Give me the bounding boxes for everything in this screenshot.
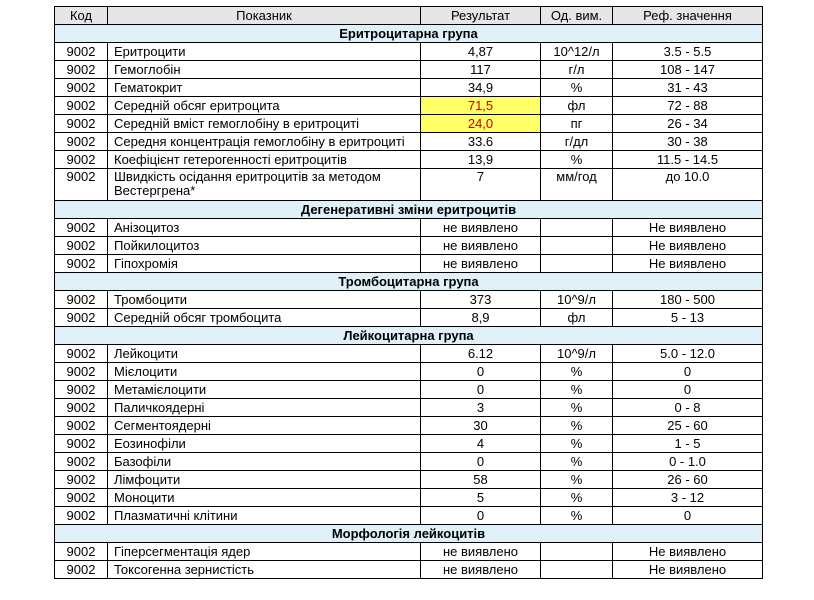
ref-cell: 26 - 60: [613, 471, 763, 489]
result-cell: 373: [421, 291, 541, 309]
code-cell: 9002: [55, 417, 108, 435]
table-row: [55, 417, 763, 435]
code-cell: 9002: [55, 133, 108, 151]
result-cell: 4: [421, 435, 541, 453]
section-title: Дегенеративні зміни еритроцитів: [55, 201, 763, 219]
code-cell: 9002: [55, 435, 108, 453]
section-title: Еритроцитарна група: [55, 25, 763, 43]
table-row: [55, 97, 763, 115]
header-indicator: Показник: [108, 7, 421, 25]
code-cell: 9002: [55, 97, 108, 115]
results-table: [54, 6, 763, 579]
result-cell: 34,9: [421, 79, 541, 97]
result-cell: 117: [421, 61, 541, 79]
table-row: [55, 561, 763, 579]
result-cell: 3: [421, 399, 541, 417]
table-row: [55, 291, 763, 309]
unit-cell: [541, 237, 613, 255]
indicator-cell: Плазматичні клітини: [108, 507, 421, 525]
header-result: Результат: [421, 7, 541, 25]
indicator-cell: Гіпохромія: [108, 255, 421, 273]
ref-cell: 26 - 34: [613, 115, 763, 133]
section-row: [55, 273, 763, 291]
indicator-cell: Базофіли: [108, 453, 421, 471]
ref-cell: 0 - 8: [613, 399, 763, 417]
unit-cell: [541, 255, 613, 273]
ref-cell: Не виявлено: [613, 543, 763, 561]
code-cell: 9002: [55, 79, 108, 97]
unit-cell: %: [541, 381, 613, 399]
unit-cell: пг: [541, 115, 613, 133]
indicator-cell: Гематокрит: [108, 79, 421, 97]
result-cell: 71,5: [421, 97, 541, 115]
code-cell: 9002: [55, 61, 108, 79]
result-cell: не виявлено: [421, 255, 541, 273]
ref-cell: 1 - 5: [613, 435, 763, 453]
result-cell: 0: [421, 363, 541, 381]
table-row: [55, 309, 763, 327]
ref-cell: 0 - 1.0: [613, 453, 763, 471]
unit-cell: %: [541, 435, 613, 453]
unit-cell: [541, 543, 613, 561]
result-cell: 8,9: [421, 309, 541, 327]
unit-cell: %: [541, 363, 613, 381]
table-row: [55, 363, 763, 381]
ref-cell: 11.5 - 14.5: [613, 151, 763, 169]
section-row: [55, 525, 763, 543]
indicator-cell: Лейкоцити: [108, 345, 421, 363]
code-cell: 9002: [55, 43, 108, 61]
section-row: [55, 25, 763, 43]
unit-cell: %: [541, 399, 613, 417]
ref-cell: до 10.0: [613, 169, 763, 201]
unit-cell: 10^9/л: [541, 291, 613, 309]
indicator-cell: Сегментоядерні: [108, 417, 421, 435]
table-row: [55, 507, 763, 525]
result-cell: 24,0: [421, 115, 541, 133]
table-row: [55, 151, 763, 169]
header-unit: Од. вим.: [541, 7, 613, 25]
lab-results-sheet: [54, 6, 762, 579]
result-cell: 6.12: [421, 345, 541, 363]
table-row: [55, 115, 763, 133]
code-cell: 9002: [55, 381, 108, 399]
indicator-cell: Пойкилоцитоз: [108, 237, 421, 255]
indicator-cell: Гемоглобін: [108, 61, 421, 79]
result-cell: не виявлено: [421, 219, 541, 237]
indicator-cell: Гіперсегментація ядер: [108, 543, 421, 561]
indicator-cell: Метамієлоцити: [108, 381, 421, 399]
result-cell: 33.6: [421, 133, 541, 151]
indicator-cell: Тромбоцити: [108, 291, 421, 309]
header-ref: Реф. значення: [613, 7, 763, 25]
unit-cell: [541, 219, 613, 237]
code-cell: 9002: [55, 543, 108, 561]
unit-cell: %: [541, 151, 613, 169]
indicator-cell: Лімфоцити: [108, 471, 421, 489]
unit-cell: %: [541, 507, 613, 525]
code-cell: 9002: [55, 345, 108, 363]
result-cell: 5: [421, 489, 541, 507]
result-cell: 4,87: [421, 43, 541, 61]
result-cell: 0: [421, 507, 541, 525]
code-cell: 9002: [55, 237, 108, 255]
section-title: Тромбоцитарна група: [55, 273, 763, 291]
unit-cell: фл: [541, 309, 613, 327]
section-row: [55, 201, 763, 219]
result-cell: не виявлено: [421, 561, 541, 579]
ref-cell: 25 - 60: [613, 417, 763, 435]
indicator-cell: Середній вміст гемоглобіну в еритроциті: [108, 115, 421, 133]
result-cell: 0: [421, 381, 541, 399]
unit-cell: фл: [541, 97, 613, 115]
unit-cell: %: [541, 471, 613, 489]
ref-cell: 0: [613, 381, 763, 399]
ref-cell: 0: [613, 507, 763, 525]
result-cell: не виявлено: [421, 237, 541, 255]
table-row: [55, 237, 763, 255]
code-cell: 9002: [55, 561, 108, 579]
code-cell: 9002: [55, 507, 108, 525]
indicator-cell: Середній обсяг тромбоцита: [108, 309, 421, 327]
table-row: [55, 61, 763, 79]
ref-cell: 3.5 - 5.5: [613, 43, 763, 61]
indicator-cell: Коефіцієнт гетерогенності еритроцитів: [108, 151, 421, 169]
indicator-cell: Середній обсяг еритроцита: [108, 97, 421, 115]
table-row: [55, 399, 763, 417]
unit-cell: [541, 561, 613, 579]
results-body: [55, 25, 763, 579]
ref-cell: Не виявлено: [613, 561, 763, 579]
table-row: [55, 345, 763, 363]
ref-cell: Не виявлено: [613, 219, 763, 237]
result-cell: 58: [421, 471, 541, 489]
indicator-cell: Токсогенна зернистість: [108, 561, 421, 579]
table-row: [55, 219, 763, 237]
unit-cell: %: [541, 453, 613, 471]
code-cell: 9002: [55, 309, 108, 327]
section-title: Лейкоцитарна група: [55, 327, 763, 345]
indicator-cell: Еритроцити: [108, 43, 421, 61]
table-row: [55, 79, 763, 97]
code-cell: 9002: [55, 471, 108, 489]
unit-cell: 10^12/л: [541, 43, 613, 61]
table-row: [55, 133, 763, 151]
table-row: [55, 471, 763, 489]
header-row: [55, 7, 763, 25]
indicator-cell: Мієлоцити: [108, 363, 421, 381]
table-row: [55, 381, 763, 399]
code-cell: 9002: [55, 151, 108, 169]
code-cell: 9002: [55, 115, 108, 133]
ref-cell: 5 - 13: [613, 309, 763, 327]
ref-cell: Не виявлено: [613, 255, 763, 273]
code-cell: 9002: [55, 219, 108, 237]
unit-cell: г/л: [541, 61, 613, 79]
ref-cell: 72 - 88: [613, 97, 763, 115]
table-row: [55, 255, 763, 273]
code-cell: 9002: [55, 169, 108, 201]
unit-cell: %: [541, 79, 613, 97]
unit-cell: мм/год: [541, 169, 613, 201]
ref-cell: 31 - 43: [613, 79, 763, 97]
unit-cell: 10^9/л: [541, 345, 613, 363]
code-cell: 9002: [55, 489, 108, 507]
section-title: Морфологія лейкоцитів: [55, 525, 763, 543]
indicator-cell: Швидкість осідання еритроцитів за методом Вестергрена*: [108, 169, 421, 201]
ref-cell: 5.0 - 12.0: [613, 345, 763, 363]
table-row: [55, 489, 763, 507]
code-cell: 9002: [55, 255, 108, 273]
result-cell: не виявлено: [421, 543, 541, 561]
table-row: [55, 543, 763, 561]
code-cell: 9002: [55, 363, 108, 381]
ref-cell: 30 - 38: [613, 133, 763, 151]
ref-cell: 108 - 147: [613, 61, 763, 79]
indicator-cell: Середня концентрація гемоглобіну в еритроциті: [108, 133, 421, 151]
table-row: [55, 435, 763, 453]
header-code: Код: [55, 7, 108, 25]
table-row: [55, 453, 763, 471]
result-cell: 7: [421, 169, 541, 201]
unit-cell: %: [541, 489, 613, 507]
ref-cell: 0: [613, 363, 763, 381]
indicator-cell: Паличкоядерні: [108, 399, 421, 417]
code-cell: 9002: [55, 453, 108, 471]
ref-cell: 3 - 12: [613, 489, 763, 507]
code-cell: 9002: [55, 399, 108, 417]
ref-cell: 180 - 500: [613, 291, 763, 309]
ref-cell: Не виявлено: [613, 237, 763, 255]
indicator-cell: Еозинофіли: [108, 435, 421, 453]
result-cell: 30: [421, 417, 541, 435]
indicator-cell: Анізоцитоз: [108, 219, 421, 237]
table-row: [55, 169, 763, 201]
section-row: [55, 327, 763, 345]
indicator-cell: Моноцити: [108, 489, 421, 507]
unit-cell: %: [541, 417, 613, 435]
result-cell: 13,9: [421, 151, 541, 169]
unit-cell: г/дл: [541, 133, 613, 151]
result-cell: 0: [421, 453, 541, 471]
code-cell: 9002: [55, 291, 108, 309]
table-row: [55, 43, 763, 61]
